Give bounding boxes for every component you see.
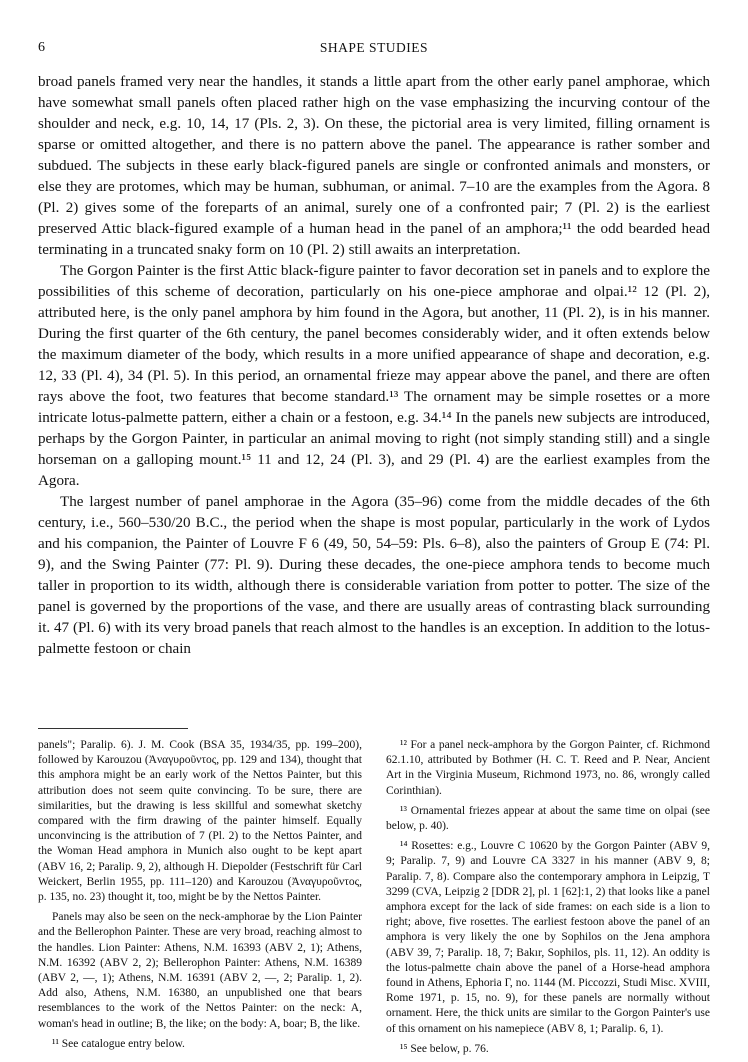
paragraph: broad panels framed very near the handles, it stands a little apart from the other early panel amphorae, which have somewhat small panels often placed rather high on the vase emphasizing the incurving contour of the shoulder and neck, e.g. 10, 14, 17 (Pls. 2, 3). On these, the pictorial area is very limited, filling ornament is sparse or omitted altogether, and there is no pattern above the panel. The appearance is rather somber and subdued. The subjects in these early black-figured panels are single or confronted animals and monsters, or else they are protomes, which may be human, subhuman, or animal. 7–10 are the examples from the Agora. 8 (Pl. 2) gives some of the foreparts of an animal, surely one of a confronted pair; 7 (Pl. 2) is the earliest preserved Attic black-figured example of a human head in the panel of an amphora;¹¹ the odd bearded head terminating in a truncated snaky form on 10 (Pl. 2) still awaits an interpretation. <box>38 74 710 258</box>
footnote: ¹² For a panel neck-amphora by the Gorgon Painter, cf. Richmond 62.1.10, attributed by Bothmer (H. C. T. Reed and P. Near, Ancient Art in the Virginia Museum, Richmond 1973, no. 86, wrongly called Corinthian). <box>386 739 710 797</box>
page-number: 6 <box>38 40 45 55</box>
footnote: ¹¹ See catalogue entry below. <box>52 1037 185 1050</box>
footnotes <box>38 738 710 1062</box>
paragraph: The largest number of panel amphorae in the Agora (35–96) come from the middle decades of the 6th century, i.e., 560–530/20 B.C., the period when the shape is most popular, particularly in the work of Lydos and his companion, the Painter of Louvre F 6 (49, 50, 54–59: Pls. 6–8), also the painters of Group E (74: Pl. 9), and the Swing Painter (77: Pl. 9). During these decades, the one-piece amphora tends to become much taller in proportion to its width, although there is considerable variation from potter to potter. The size of the panel is governed by the proportions of the vase, and there are usually areas of contrasting black surrounding it. 47 (Pl. 6) with its very broad panels that reach almost to the handles is an exception. In addition to the lotus-palmette festoon or chain <box>38 494 710 657</box>
footnote-divider <box>38 728 188 729</box>
footnotes-right-column <box>386 738 710 1062</box>
paragraph: The Gorgon Painter is the first Attic black-figure painter to favor decoration set in panels and to explore the possibilities of this scheme of decoration, particularly on his one-piece amphorae and olpai.¹² 12 (Pl. 2), attributed here, is the only panel amphora by him found in the Agora, but another, 11 (Pl. 2), is in his manner. During the first quarter of the 6th century, the panel becomes considerably wider, and it often extends below the maximum diameter of the body, which results in a more unified appearance of shape and decoration, e.g. 12, 33 (Pl. 4), 34 (Pl. 5). In this period, an ornamental frieze may appear above the panel, and there are often rays above the foot, two features that become standard.¹³ The ornament may be simple rosettes or a more intricate lotus-palmette pattern, either a chain or a festoon, e.g. 34.¹⁴ In the panels new subjects are introduced, perhaps by the Gorgon Painter, in particular an animal moving to right (not simply standing still) and a single horseman on a galloping mount.¹⁵ 11 and 12, 24 (Pl. 3), and 29 (Pl. 4) are the earliest examples from the Agora. <box>38 263 710 489</box>
footnotes-left-column <box>38 738 362 1062</box>
footnote: ¹⁴ Rosettes: e.g., Louvre C 10620 by the Gorgon Painter (ABV 9, 9; Paralip. 7, 9) and Louvre CA 3327 in his manner (ABV 9, 8; Paralip. 7, 8). Compare also the contemporary amphora in Leipzig, T 3299 (CVA, Leipzig 2 [DDR 2], pl. 1 [62]:1, 2) that looks like a panel amphora except for the lack of side frames: on each side is a lion to right; above, five rosettes. The earliest festoon above the panel of an amphora is very likely the one by Sophilos on the Jena amphora (ABV 39, 7; Paralip. 18, 7; Bakır, Sophilos, pls. 11, 12). An oddity is the lotus-palmette chain above the panel of a Horse-head amphora found in Athens, Ephoria Γ, no. 1144 (M. Piccozzi, Studi Misc. XVIII, Rome 1971, p. 15, no. 9), for these panels are normally without ornament. Here, the thick units are similar to the Gorgon Painter's use of this ornament on his namepiece (ABV 8, 1; Paralip. 6, 1). <box>386 840 710 1035</box>
footnote: ¹³ Ornamental friezes appear at about the same time on olpai (see below, p. 40). <box>386 804 710 833</box>
running-head: SHAPE STUDIES <box>319 40 429 55</box>
footnote: panels"; Paralip. 6). J. M. Cook (BSA 35, 1934/35, pp. 199–200), followed by Karouzou (Ἀναγυροῦντος, pp. 129 and 134), thought that this amphora might be an early work of the Nettos Painter, but this attribution does not seem quite convincing. To be sure, there are similarities, but the drawing is less skillful and somewhat sketchy compared with the firm drawing of the painter himself. Equally unconvincing is the attribution of 7 (Pl. 2) to the Nettos Painter, and the Woman Head amphora in Munich also ought to be kept apart (ABV 16, 2; Paralip. 9, 2), although H. Diepolder (Festschrift für Carl Weickert, Berlin 1955, pp. 111–120) and Karouzou (Ἀναγυροῦντος, p. 135, no. 23) thought it, too, might be by the Nettos Painter. <box>38 739 362 904</box>
footnote: Panels may also be seen on the neck-amphorae by the Lion Painter and the Bellerophon Painter. These are very broad, reaching almost to the handles. Lion Painter: Athens, N.M. 16393 (ABV 2, 1); Athens, N.M. 16392 (ABV 2, 2); Bellerophon Painter: Athens, N.M. 16389 (ABV 2, —, 1); Athens, N.M. 16391 (ABV 2, —, 2; Paralip. 1, 2). Add also, Athens, N.M. 16380, an unpublished one that bears resemblances to the work of the Nettos Painter: on the neck: A, woman's head in outline; B, the like; on the body: A, boar; B, the like. <box>38 911 362 1030</box>
main-text <box>38 72 710 660</box>
footnote: ¹⁵ See below, p. 76. <box>400 1042 489 1055</box>
